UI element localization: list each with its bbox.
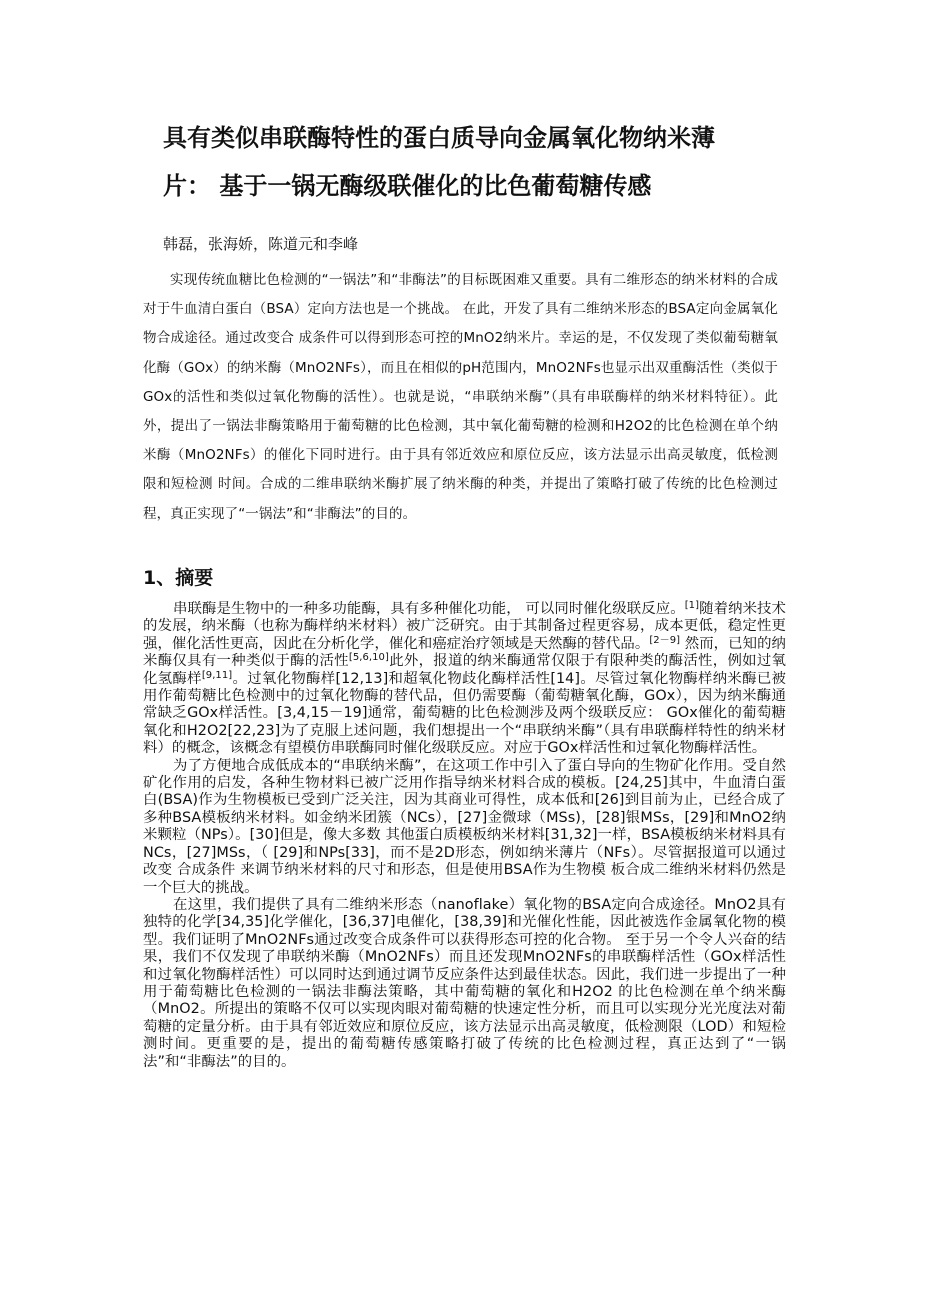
title-line-2: 片： 基于一锅无酶级联催化的比色葡萄糖传感 <box>163 172 652 200</box>
para1-text-c: 然而，已知的纳米酶仅具有一种类似于酶的活性 <box>143 635 786 670</box>
abstract-paragraph: 实现传统血糖比色检测的“一锅法”和“非酶法”的目标既困难又重要。具有二维形态的纳米材料的合成对于牛血清白蛋白（BSA）定向方法也是一个挑战。 在此，开发了具有二维纳米形态的BSA定向金属氧化物合成途径。通过改变合 成条件可以得到形态可控的MnO2纳米片。幸运的是，不仅发现了类似葡萄糖氧 化酶（GOx）的纳米酶（MnO2NFs），而且在相似的pH范围内，MnO2NFs也显示出双重酶活性（类似于GOx的活性和类似过氧化物酶的活性）。也就是说，“串联纳米酶”（具有串联酶样的纳米材料特征）。此外，提出了一锅法非酶策略用于葡萄糖的比色检测，其中氧化葡萄糖的检测和H2O2的比色检测在单个纳米酶（MnO2NFs）的催化下同时进行。由于具有邻近效应和原位反应，该方法显示出高灵敏度，低检测限和短检测 时间。合成的二维串联纳米酶扩展了纳米酶的种类，并提出了策略打破了传统的比色检测过程，真正实现了“一锅法”和“非酶法”的目的。 <box>143 272 778 522</box>
body-text <box>143 601 786 1071</box>
title-line-1: 具有类似串联酶特性的蛋白质导向金属氧化物纳米薄 <box>163 124 715 152</box>
citation-ref: [9,11] <box>201 669 233 681</box>
body-paragraph-2: 为了方便地合成低成本的“串联纳米酶”，在这项工作中引入了蛋白导向的生物矿化作用。受自然矿化作用的启发，各种生物材料已被广泛用作指导纳米材料合成的模板。[24,25]其中，牛血清白蛋白(BSA)作为生物模板已受到广泛关注，因为其商业可得性，成本低和[26]到目前为止，已经合成了多种BSA模板纳米材料。如金纳米团簇（NCs），[27]金微球（MSs)，[28]银MSs，[29]和MnO2纳米颗粒（NPs）。[30]但是，像大多数 其他蛋白质模板纳米材料[31,32]一样，BSA模板纳米材料具有NCs，[27]MSs，（ [29]和NPs[33]，而不是2D形态，例如纳米薄片（NFs）。尽管据报道可以通过改变 合成条件 来调节纳米材料的尺寸和形态，但是使用BSA作为生物模 板合成二维纳米材料仍然是一个巨大的挑战。 <box>143 757 786 896</box>
citation-ref: [2－9] <box>649 634 681 646</box>
para1-text-a: 串联酶是生物中的一种多功能酶，具有多种催化功能， 可以同时催化级联反应。 <box>173 601 685 617</box>
citation-ref: [5,6,10] <box>348 652 389 664</box>
authors: 韩磊，张海娇，陈道元和李峰 <box>163 235 359 253</box>
section-heading: 1、摘要 <box>143 567 214 589</box>
para1-text-d: 此外，报道的纳米酶通常仅限于有限种类的酶活性，例如过氧化氢酶样 <box>143 653 787 687</box>
citation-ref: [1] <box>684 600 700 611</box>
body-paragraph-3: 在这里，我们提供了具有二维纳米形态（nanoflake）氧化物的BSA定向合成途径。MnO2具有独特的化学[34,35]化学催化，[36,37]电催化，[38,39]和光催化性能，因此被选作金属氧化物的模型。我们证明了MnO2NFs通过改变合成条件可以获得形态可控的化合物。 至于另一个令人兴奋的结果，我们不仅发现了串联纳米酶（MnO2NFs）而且还发现MnO2NFs的串联酶样活性（GOx样活性和过氧化物酶样活性）可以同时达到通过调节反应条件达到最佳状态。因此，我们进一步提出了一种用于葡萄糖比色检测的一锅法非酶法策略，其中葡萄糖的氧化和H2O2 的比色检测在单个纳米酶（MnO2。所提出的策略不仅可以实现肉眼对葡萄糖的快速定性分析，而且可以实现分光光度法对葡萄糖的定量分析。由于具有邻近效应和原位反应，该方法显示出高灵敏度，低检测限（LOD）和短检测时间。更重要的是，提出的葡萄糖传感策略打破了传统的比色检测过程，真正达到了“一锅法”和“非酶法”的目的。 <box>143 896 786 1070</box>
body-paragraph-1 <box>143 601 786 758</box>
para1-text-b: 随着纳米技术的发展，纳米酶（也称为酶样纳米材料）被广泛研究。由于其制备过程更容易，成本更低，稳定性更强，催化活性更高，因此在分析化学，催化和癌症治疗领域是天然酶的替代品。 <box>143 601 786 652</box>
para1-text-e: 。过氧化物酶样[12,13]和超氧化物歧化酶样活性[14]。尽管过氧化物酶样纳米酶已被用作葡萄糖比色检测中的过氧化物酶的替代品，但仍需要酶（葡萄糖氧化酶，GOx），因为纳米酶通常缺乏GOx样活性。[3,4,15－19]通常，葡萄糖的比色检测涉及两个级联反应： GOx催化的葡萄糖氧化和H2O2[22,23]为了克服上述问题，我们想提出一个“串联纳米酶”（具有串联酶样特性的纳米材料）的概念，该概念有望模仿串联酶同时催化级联反应。对应于GOx样活性和过氧化物酶样活性。 <box>143 670 786 757</box>
